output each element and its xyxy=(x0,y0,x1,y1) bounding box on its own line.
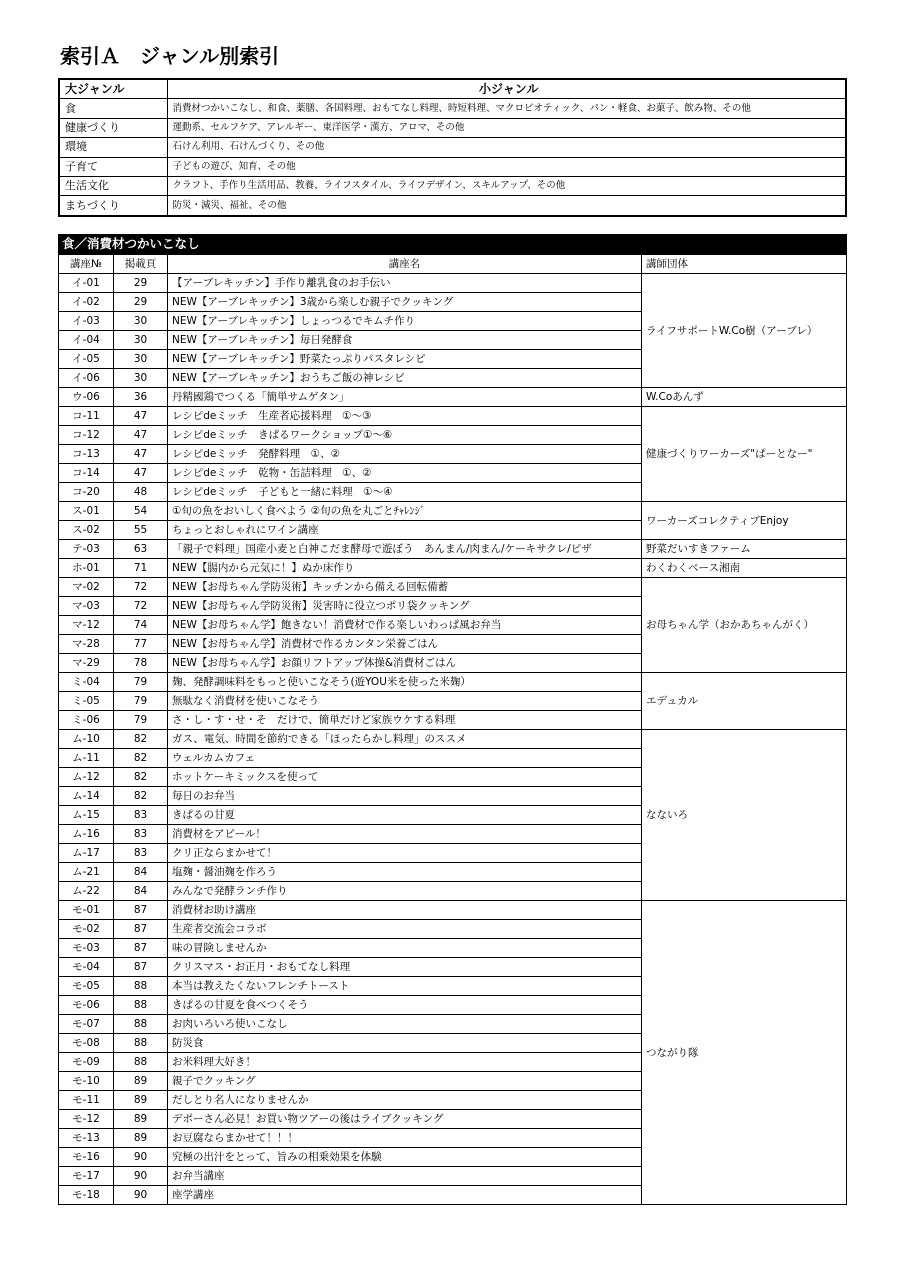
course-row xyxy=(59,901,847,920)
page-cell: 89 xyxy=(114,1129,168,1148)
course-no-cell: モ-09 xyxy=(59,1053,114,1072)
page-cell: 89 xyxy=(114,1072,168,1091)
minor-genre-cell: 子どもの遊び、知育、その他 xyxy=(167,157,846,176)
course-name-cell: 【アーブレキッチン】手作り離乳食のお手伝い xyxy=(168,274,642,293)
course-name-cell: 防災食 xyxy=(168,1034,642,1053)
course-name-cell: 塩麹・醤油麹を作ろう xyxy=(168,863,642,882)
page-cell: 79 xyxy=(114,673,168,692)
course-name-cell: NEW【お母ちゃん学防災術】キッチンから備える回転備蓄 xyxy=(168,578,642,597)
organization-cell: 野菜だいすきファーム xyxy=(642,540,847,559)
course-no-cell: コ-20 xyxy=(59,483,114,502)
course-no-cell: モ-18 xyxy=(59,1186,114,1205)
course-name-cell: レシピdeミッチ 生産者応援料理 ①～③ xyxy=(168,407,642,426)
course-no-cell: テ-03 xyxy=(59,540,114,559)
course-no-cell: モ-01 xyxy=(59,901,114,920)
course-name-cell: NEW【アーブレキッチン】毎日発酵食 xyxy=(168,331,642,350)
minor-genre-cell: クラフト、手作り生活用品、教養、ライフスタイル、ライフデザイン、スキルアップ、その他 xyxy=(167,176,846,195)
organization-cell: W.Coあんず xyxy=(642,388,847,407)
page-cell: 47 xyxy=(114,464,168,483)
page-cell: 83 xyxy=(114,825,168,844)
page-cell: 29 xyxy=(114,293,168,312)
genre-row xyxy=(59,176,846,195)
minor-genre-cell: 石けん利用、石けんづくり、その他 xyxy=(167,138,846,157)
page-cell: 83 xyxy=(114,806,168,825)
course-name-cell: ウェルカムカフェ xyxy=(168,749,642,768)
course-no-cell: マ-02 xyxy=(59,578,114,597)
major-genre-cell: 健康づくり xyxy=(59,118,167,137)
course-no-cell: マ-29 xyxy=(59,654,114,673)
course-no-cell: モ-08 xyxy=(59,1034,114,1053)
page-cell: 87 xyxy=(114,901,168,920)
course-name-cell: 毎日のお弁当 xyxy=(168,787,642,806)
page-cell: 48 xyxy=(114,483,168,502)
course-no-cell: ム-15 xyxy=(59,806,114,825)
organization-cell: わくわくベース湘南 xyxy=(642,559,847,578)
course-no-cell: モ-11 xyxy=(59,1091,114,1110)
course-name-cell: 味の冒険しませんか xyxy=(168,939,642,958)
page-cell: 87 xyxy=(114,920,168,939)
page-header: 掲載頁 xyxy=(114,255,168,274)
course-no-cell: マ-28 xyxy=(59,635,114,654)
organization-header: 講師団体 xyxy=(642,255,847,274)
course-header-row xyxy=(59,255,847,274)
organization-cell: ワーカーズコレクティブEnjoy xyxy=(642,502,847,540)
course-name-cell: NEW【アーブレキッチン】おうちご飯の神レシピ xyxy=(168,369,642,388)
page-cell: 79 xyxy=(114,711,168,730)
course-name-cell: みんなで発酵ランチ作り xyxy=(168,882,642,901)
course-row xyxy=(59,274,847,293)
course-no-cell: モ-10 xyxy=(59,1072,114,1091)
page-cell: 90 xyxy=(114,1148,168,1167)
course-no-cell: イ-04 xyxy=(59,331,114,350)
course-name-cell: 生産者交流会コラボ xyxy=(168,920,642,939)
minor-genre-cell: 消費材つかいこなし、和食、薬膳、各国料理、おもてなし料理、時短料理、マクロビオティック、パン・軽食、お菓子、飲み物、その他 xyxy=(167,99,846,118)
course-name-cell: デポーさん必見！お買い物ツアーの後はライブクッキング xyxy=(168,1110,642,1129)
page-cell: 90 xyxy=(114,1186,168,1205)
course-no-cell: コ-13 xyxy=(59,445,114,464)
minor-genre-cell: 防災・減災、福祉、その他 xyxy=(167,196,846,216)
genre-row xyxy=(59,196,846,216)
course-table xyxy=(58,254,847,1205)
course-no-cell: ミ-06 xyxy=(59,711,114,730)
course-no-cell: ホ-01 xyxy=(59,559,114,578)
course-no-cell: イ-01 xyxy=(59,274,114,293)
genre-row xyxy=(59,138,846,157)
course-name-cell: 消費材お助け講座 xyxy=(168,901,642,920)
page-cell: 47 xyxy=(114,407,168,426)
page-cell: 78 xyxy=(114,654,168,673)
course-no-cell: イ-03 xyxy=(59,312,114,331)
page-cell: 47 xyxy=(114,426,168,445)
page-cell: 47 xyxy=(114,445,168,464)
course-no-cell: モ-16 xyxy=(59,1148,114,1167)
course-name-cell: お肉いろいろ使いこなし xyxy=(168,1015,642,1034)
course-name-cell: レシピdeミッチ 発酵料理 ①、② xyxy=(168,445,642,464)
page-cell: 88 xyxy=(114,996,168,1015)
course-no-cell: ム-14 xyxy=(59,787,114,806)
section-header: 食／消費材つかいこなし xyxy=(58,234,847,254)
course-row xyxy=(59,388,847,407)
course-no-cell: コ-11 xyxy=(59,407,114,426)
course-no-cell: モ-04 xyxy=(59,958,114,977)
page-cell: 30 xyxy=(114,312,168,331)
organization-cell: エデュカル xyxy=(642,673,847,730)
genre-row xyxy=(59,99,846,118)
course-name-cell: NEW【お母ちゃん学】お顔リフトアップ体操&消費材ごはん xyxy=(168,654,642,673)
page-cell: 88 xyxy=(114,1053,168,1072)
page-cell: 87 xyxy=(114,939,168,958)
course-row xyxy=(59,730,847,749)
course-name-cell: お豆腐ならまかせて！！！ xyxy=(168,1129,642,1148)
course-no-cell: モ-02 xyxy=(59,920,114,939)
course-row xyxy=(59,502,847,521)
page-cell: 71 xyxy=(114,559,168,578)
course-no-cell: ミ-05 xyxy=(59,692,114,711)
page-cell: 90 xyxy=(114,1167,168,1186)
course-no-cell: モ-12 xyxy=(59,1110,114,1129)
genre-row xyxy=(59,157,846,176)
course-no-cell: ム-11 xyxy=(59,749,114,768)
course-no-cell: ム-22 xyxy=(59,882,114,901)
organization-cell: ライフサポートW.Co樹（アーブレ） xyxy=(642,274,847,388)
course-name-cell: クリ正ならまかせて！ xyxy=(168,844,642,863)
course-row xyxy=(59,540,847,559)
page-cell: 82 xyxy=(114,768,168,787)
course-name-cell: 座学講座 xyxy=(168,1186,642,1205)
course-name-cell: 消費材をアピール！ xyxy=(168,825,642,844)
page-cell: 88 xyxy=(114,1034,168,1053)
course-name-cell: NEW【お母ちゃん学防災術】災害時に役立つポリ袋クッキング xyxy=(168,597,642,616)
page-cell: 79 xyxy=(114,692,168,711)
page-cell: 84 xyxy=(114,863,168,882)
organization-cell: 健康づくりワーカーズ"ぱーとなー" xyxy=(642,407,847,502)
major-genre-cell: まちづくり xyxy=(59,196,167,216)
course-no-cell: ム-16 xyxy=(59,825,114,844)
course-no-cell: コ-14 xyxy=(59,464,114,483)
course-no-cell: イ-06 xyxy=(59,369,114,388)
page-cell: 83 xyxy=(114,844,168,863)
course-name-cell: レシピdeミッチ 乾物・缶詰料理 ①、② xyxy=(168,464,642,483)
genre-table xyxy=(58,78,847,217)
major-genre-cell: 子育て xyxy=(59,157,167,176)
course-row xyxy=(59,559,847,578)
page-cell: 30 xyxy=(114,331,168,350)
course-no-cell: ム-10 xyxy=(59,730,114,749)
course-row xyxy=(59,407,847,426)
course-name-cell: さ・し・す・せ・そ だけで、簡単だけど家族ウケする料理 xyxy=(168,711,642,730)
page-title: 索引Ａ ジャンル別索引 xyxy=(60,44,280,68)
course-no-cell: イ-02 xyxy=(59,293,114,312)
course-no-cell: ミ-04 xyxy=(59,673,114,692)
major-genre-cell: 食 xyxy=(59,99,167,118)
course-no-cell: モ-06 xyxy=(59,996,114,1015)
course-name-cell: ホットケーキミックスを使って xyxy=(168,768,642,787)
course-name-cell: クリスマス・お正月・おもてなし料理 xyxy=(168,958,642,977)
page-cell: 82 xyxy=(114,787,168,806)
page-cell: 63 xyxy=(114,540,168,559)
page-cell: 77 xyxy=(114,635,168,654)
page-cell: 88 xyxy=(114,977,168,996)
organization-cell: お母ちゃん学（おかあちゃんがく） xyxy=(642,578,847,673)
major-genre-cell: 環境 xyxy=(59,138,167,157)
course-no-cell: マ-03 xyxy=(59,597,114,616)
course-name-cell: 本当は教えたくないフレンチトースト xyxy=(168,977,642,996)
course-no-header: 講座№ xyxy=(59,255,114,274)
course-name-cell: ①旬の魚をおいしく食べよう ②旬の魚を丸ごとﾁｬﾚﾝｼﾞ xyxy=(168,502,642,521)
course-name-cell: ちょっとおしゃれにワイン講座 xyxy=(168,521,642,540)
course-name-cell: NEW【アーブレキッチン】3歳から楽しむ親子でクッキング xyxy=(168,293,642,312)
genre-row xyxy=(59,118,846,137)
course-name-cell: 究極の出汁をとって、旨みの相乗効果を体験 xyxy=(168,1148,642,1167)
page-cell: 36 xyxy=(114,388,168,407)
organization-cell: つながり隊 xyxy=(642,901,847,1205)
course-no-cell: モ-07 xyxy=(59,1015,114,1034)
minor-genre-header: 小ジャンル xyxy=(167,79,846,99)
course-name-cell: 無駄なく消費材を使いこなそう xyxy=(168,692,642,711)
page-cell: 54 xyxy=(114,502,168,521)
course-no-cell: ス-02 xyxy=(59,521,114,540)
page-cell: 29 xyxy=(114,274,168,293)
course-no-cell: イ-05 xyxy=(59,350,114,369)
page-cell: 89 xyxy=(114,1091,168,1110)
course-name-cell: NEW【お母ちゃん学】飽きない！消費材で作る楽しいわっぱ風お弁当 xyxy=(168,616,642,635)
organization-cell: なないろ xyxy=(642,730,847,901)
course-name-cell: NEW【アーブレキッチン】野菜たっぷりパスタレシピ xyxy=(168,350,642,369)
course-name-header: 講座名 xyxy=(168,255,642,274)
page-cell: 55 xyxy=(114,521,168,540)
page-cell: 82 xyxy=(114,749,168,768)
course-no-cell: ム-21 xyxy=(59,863,114,882)
course-name-cell: お米料理大好き！ xyxy=(168,1053,642,1072)
course-name-cell: レシピdeミッチ きぱるワークショップ①～⑥ xyxy=(168,426,642,445)
course-name-cell: 丹精國鶏でつくる「簡単サムゲタン」 xyxy=(168,388,642,407)
course-name-cell: NEW【お母ちゃん学】消費材で作るカンタン栄養ごはん xyxy=(168,635,642,654)
page-cell: 72 xyxy=(114,578,168,597)
course-name-cell: NEW【アーブレキッチン】しょっつるでキムチ作り xyxy=(168,312,642,331)
course-name-cell: NEW【腸内から元気に！】ぬか床作り xyxy=(168,559,642,578)
course-name-cell: お弁当講座 xyxy=(168,1167,642,1186)
course-no-cell: ム-12 xyxy=(59,768,114,787)
course-no-cell: モ-17 xyxy=(59,1167,114,1186)
course-name-cell: 親子でクッキング xyxy=(168,1072,642,1091)
course-name-cell: レシピdeミッチ 子どもと一緒に料理 ①～④ xyxy=(168,483,642,502)
course-name-cell: ガス、電気、時間を節約できる「ほったらかし料理」のススメ xyxy=(168,730,642,749)
course-row xyxy=(59,673,847,692)
course-name-cell: きぱるの甘夏を食べつくそう xyxy=(168,996,642,1015)
course-name-cell: だしとり名人になりませんか xyxy=(168,1091,642,1110)
course-no-cell: ス-01 xyxy=(59,502,114,521)
minor-genre-cell: 運動系、セルフケア、アレルギー、東洋医学・漢方、アロマ、その他 xyxy=(167,118,846,137)
course-name-cell: 麹、発酵調味料をもっと使いこなそう(遊YOU米を使った米麹） xyxy=(168,673,642,692)
course-no-cell: ム-17 xyxy=(59,844,114,863)
course-no-cell: ウ-06 xyxy=(59,388,114,407)
course-no-cell: モ-03 xyxy=(59,939,114,958)
page-cell: 74 xyxy=(114,616,168,635)
genre-header-row xyxy=(59,79,846,99)
course-no-cell: モ-05 xyxy=(59,977,114,996)
page-cell: 82 xyxy=(114,730,168,749)
page-cell: 84 xyxy=(114,882,168,901)
page-cell: 30 xyxy=(114,369,168,388)
page-cell: 88 xyxy=(114,1015,168,1034)
page-cell: 87 xyxy=(114,958,168,977)
page-cell: 30 xyxy=(114,350,168,369)
page-cell: 72 xyxy=(114,597,168,616)
course-no-cell: コ-12 xyxy=(59,426,114,445)
course-row xyxy=(59,578,847,597)
major-genre-header: 大ジャンル xyxy=(59,79,167,99)
course-name-cell: きぱるの甘夏 xyxy=(168,806,642,825)
course-no-cell: マ-12 xyxy=(59,616,114,635)
page-cell: 89 xyxy=(114,1110,168,1129)
course-name-cell: 「親子で料理」国産小麦と白神こだま酵母で遊ぼう あんまん/肉まん/ケーキサクレ/ピザ xyxy=(168,540,642,559)
course-no-cell: モ-13 xyxy=(59,1129,114,1148)
major-genre-cell: 生活文化 xyxy=(59,176,167,195)
